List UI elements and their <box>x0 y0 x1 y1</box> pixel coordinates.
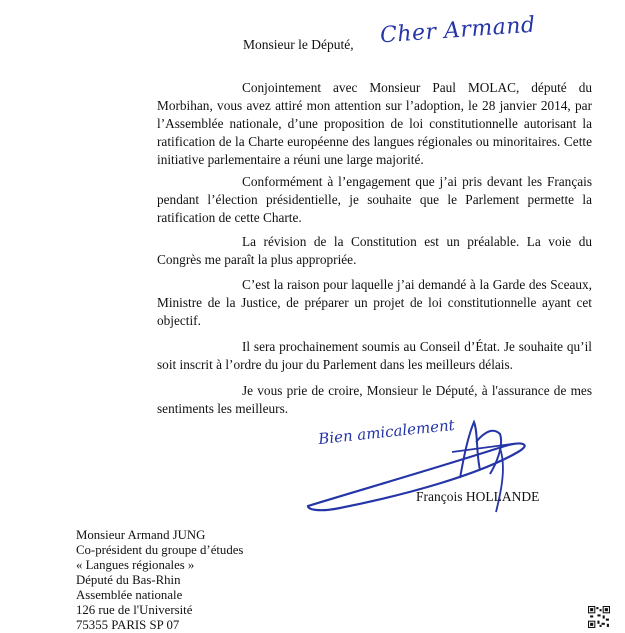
salutation: Monsieur le Député, <box>243 37 354 52</box>
address-line: 126 rue de l'Université <box>76 603 193 617</box>
address-line: Co-président du groupe d’études <box>76 543 244 557</box>
letter-paragraph-5 <box>157 338 592 374</box>
handwritten-closing: Bien amicalement <box>317 415 456 449</box>
paragraph-text: Il sera prochainement soumis au Conseil d’État. Je souhaite qu’il soit inscrit à l’ordre du jour du Parlement dans les meilleurs délais. <box>157 339 592 372</box>
letter-paragraph-4 <box>157 276 592 330</box>
qr-code-icon <box>588 606 610 628</box>
letter-paragraph-3 <box>157 233 592 269</box>
address-line: « Langues régionales » <box>76 558 195 572</box>
address-line: Assemblée nationale <box>76 588 183 602</box>
address-line: Monsieur Armand JUNG <box>76 528 206 542</box>
paragraph-text: La révision de la Constitution est un préalable. La voie du Congrès me paraît la plus appropriée. <box>157 234 592 267</box>
address-line: 75355 PARIS SP 07 <box>76 618 180 632</box>
letter-paragraph-2 <box>157 173 592 227</box>
paragraph-text: Conformément à l’engagement que j’ai pris devant les Français pendant l’élection présidentielle, je souhaite que le Parlement permette la ratification de cette Charte. <box>157 174 592 225</box>
signer-name: François HOLLANDE <box>416 489 540 504</box>
paragraph-text: Je vous prie de croire, Monsieur le Député, à l'assurance de mes sentiments les meilleurs. <box>157 383 592 416</box>
paragraph-text: C’est la raison pour laquelle j’ai demandé à la Garde des Sceaux, Ministre de la Justice, de préparer un projet de loi constitutionnelle ayant cet objectif. <box>157 277 592 328</box>
address-line: Député du Bas-Rhin <box>76 573 181 587</box>
recipient-address <box>76 528 243 633</box>
handwritten-greeting: Cher Armand <box>379 12 537 49</box>
paragraph-text: Conjointement avec Monsieur Paul MOLAC, député du Morbihan, vous avez attiré mon attention sur l’adoption, le 28 janvier 2014, par l’Assemblée nationale, d’une proposition de loi constitutionnelle autorisant la ratification de la Charte européenne des langues régionales ou minoritaires. Cette initiative parlementaire a réuni une large majorité. <box>157 80 592 167</box>
letter-paragraph-1 <box>157 79 592 169</box>
